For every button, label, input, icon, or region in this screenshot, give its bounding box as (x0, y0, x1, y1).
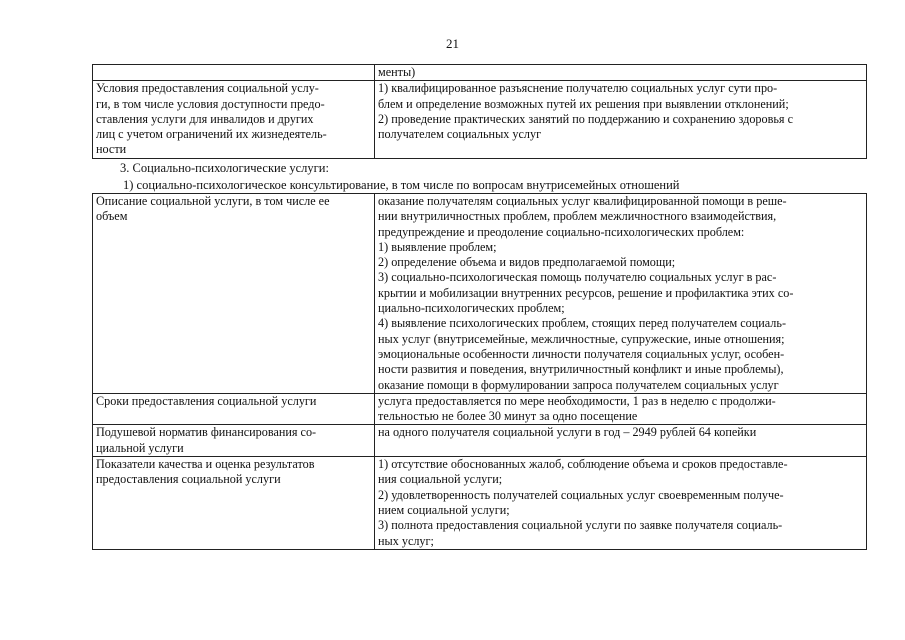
service-description-table (92, 193, 867, 550)
text-line: Условия предоставления социальной услу- (96, 81, 319, 96)
text-line: циально-психологических проблем; (378, 301, 565, 316)
table-row (93, 81, 867, 158)
conditions-label-cell (93, 81, 375, 158)
section-heading: 3. Социально-психологические услуги: (120, 161, 329, 175)
terms-value-cell (375, 393, 867, 425)
text-line: оказание получателям социальных услуг квалифицированной помощи в реше- (378, 194, 787, 208)
text-line: нием социальной услуги; (378, 502, 510, 517)
text-line: объем (96, 209, 128, 224)
text-line: Показатели качества и оценка результатов (96, 457, 315, 472)
text-line: предоставления социальной услуги (96, 472, 281, 487)
text-line: крытии и мобилизации внутренних ресурсов, решение и профилактика этих со- (378, 285, 794, 300)
text-line: предупреждение и преодоление социально-психологических проблем: (378, 224, 745, 239)
table-row (93, 65, 867, 81)
description-label-cell (93, 194, 375, 394)
table-row (93, 457, 867, 550)
table-cell-empty (93, 65, 375, 81)
text-line: 3) полнота предоставления социальной услуги по заявке получателя социаль- (378, 518, 783, 533)
text-line: ния социальной услуги; (378, 472, 503, 487)
text-line: 2) проведение практических занятий по поддержанию и сохранению здоровья с (378, 111, 793, 126)
text-line: услуга предоставляется по мере необходимости, 1 раз в неделю с продолжи- (378, 393, 776, 408)
description-value-cell (375, 194, 867, 394)
text-line: ги, в том числе условия доступности предо- (96, 96, 325, 111)
text-line: нии внутриличностных проблем, проблем межличностного взаимодействия, (378, 209, 777, 224)
text-line: 4) выявление психологических проблем, стоящих перед получателем социаль- (378, 316, 786, 331)
text-line: ности развития и поведения, внутриличностный конфликт и иные проблемы), (378, 362, 784, 377)
quality-value-cell (375, 457, 867, 550)
subsection-heading: 1) социально-психологическое консультирование, в том числе по вопросам внутрисемейных отношений (123, 178, 680, 192)
text-line: 3) социально-психологическая помощь получателю социальных услуг в рас- (378, 270, 777, 285)
table-cell-continuation (375, 65, 867, 81)
text-line: 1) отсутствие обоснованных жалоб, соблюдение объема и сроков предоставле- (378, 457, 788, 472)
quality-label-cell (93, 457, 375, 550)
text-line: блем и определение возможных путей их решения при выявлении отклонений; (378, 96, 789, 111)
text-line: тельностью не более 30 минут за одно посещение (378, 409, 638, 424)
text-line: ности (96, 142, 127, 157)
text-line: циальной услуги (96, 440, 184, 455)
text-line: Описание социальной услуги, в том числе ее (96, 194, 330, 208)
funding-value-cell (375, 425, 867, 457)
text-line: оказание помощи в формулировании запроса получателем социальных услуг (378, 377, 779, 392)
text-line: ставления услуги для инвалидов и других (96, 111, 314, 126)
text-line: эмоциональные особенности личности получателя социальных услуг, особен- (378, 346, 785, 361)
text-line: 1) выявление проблем; (378, 239, 497, 254)
table-row (93, 425, 867, 457)
table-row (93, 393, 867, 425)
text-line: ных услуг (внутрисемейные, межличностные, супружеские, иные отношения; (378, 331, 785, 346)
text-line: лиц с учетом ограничений их жизнедеятель- (96, 127, 327, 142)
text-line: получателем социальных услуг (378, 127, 542, 142)
funding-label-cell (93, 425, 375, 457)
table-row (93, 194, 867, 394)
text-line: ных услуг; (378, 533, 434, 548)
page-number: 21 (446, 36, 459, 51)
terms-label-cell (93, 393, 375, 425)
continuation-text: менты) (378, 65, 416, 79)
text-line: Подушевой норматив финансирования со- (96, 425, 317, 440)
text-line: 2) определение объема и видов предполагаемой помощи; (378, 255, 676, 270)
text-line: на одного получателя социальной услуги в год – 2949 рублей 64 копейки (378, 425, 757, 440)
conditions-value-cell (375, 81, 867, 158)
text-line: Сроки предоставления социальной услуги (96, 393, 317, 408)
text-line: 1) квалифицированное разъяснение получателю социальных услуг сути про- (378, 81, 778, 96)
service-conditions-table (92, 64, 867, 159)
text-line: 2) удовлетворенность получателей социальных услуг своевременным получе- (378, 487, 784, 502)
